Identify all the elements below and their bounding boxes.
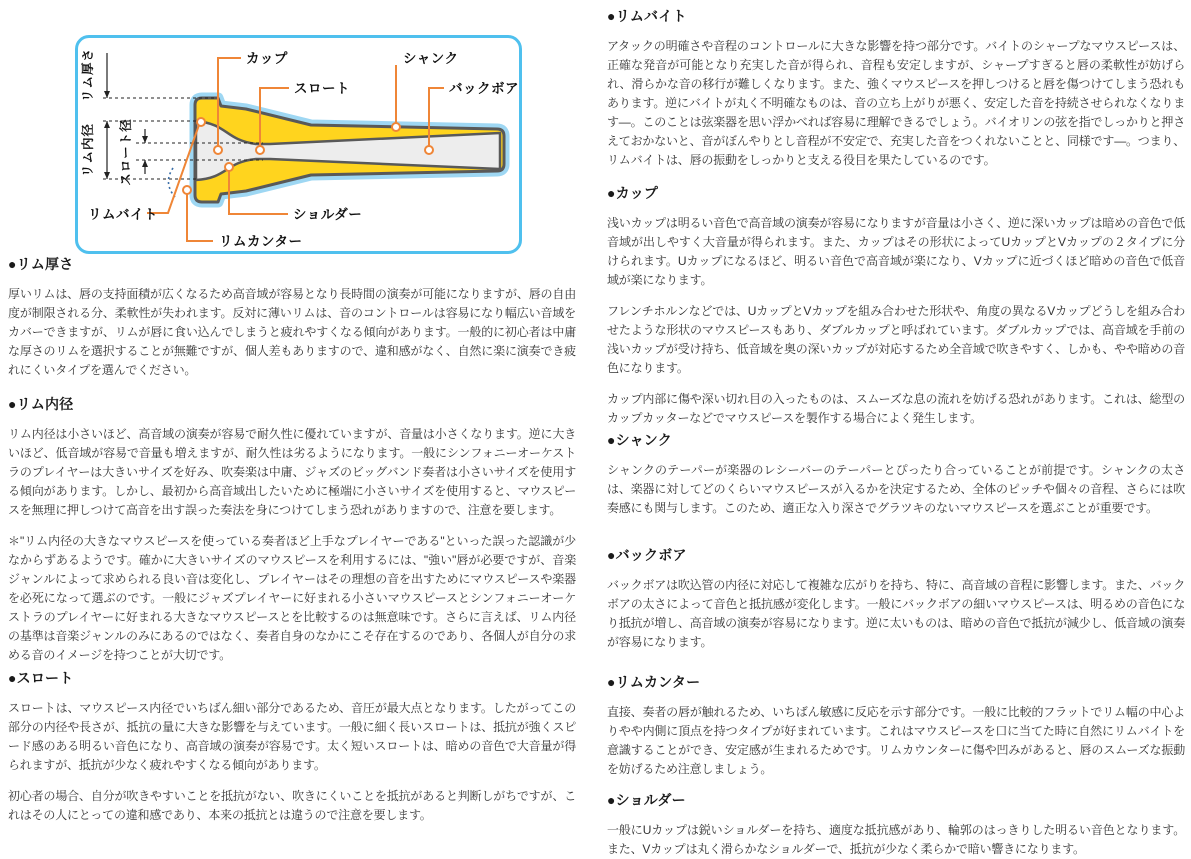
marker-throat xyxy=(256,146,264,154)
label-shank: シャンク xyxy=(403,51,459,66)
section-cup xyxy=(607,183,1185,428)
section-paragraph: リム内径は小さいほど、高音域の演奏が容易で耐久性に優れていますが、音量は小さくなります。逆に大きいほど、低音域が容易で音量も増えますが、耐久性は劣るようになります。一般にシンフォニーオーケストラのプレイヤーは大きいサイズを好み、吹奏楽は中庸、ジャズのビッグバンド奏者は小さいサイズを使用する傾向があります。しかし、最初から高音域出したいために極端に小さいサイズを使用すると、マウスピースを無理に押しつけて高音を出す誤った奏法を身につけてしまう恐れがありますので、注意を要します。 xyxy=(8,427,576,517)
dim-throat-diameter xyxy=(118,118,148,186)
section-paragraph: カップ内部に傷や深い切れ目の入ったものは、スムーズな息の流れを妨げる恐れがあります。これは、総型のカップカッターなどでマウスピースを製作する場合によく発生します。 xyxy=(607,392,1185,425)
marker-backbore xyxy=(425,146,433,154)
label-rim-contour: リムカンター xyxy=(219,234,303,249)
rim-contour-arc xyxy=(168,168,175,197)
marker-cup xyxy=(214,146,222,154)
mouthpiece-diagram xyxy=(78,38,519,251)
section-heading: ●バックボア xyxy=(607,547,687,563)
section-rim-contour xyxy=(607,672,1185,779)
label-rim-inner-diameter: リム内径 xyxy=(81,122,95,178)
marker-rim-contour xyxy=(183,186,191,194)
label-rim-bite: リムバイト xyxy=(88,207,158,222)
section-rim-bite xyxy=(607,6,1185,170)
label-backbore: バックボア xyxy=(449,81,519,96)
section-paragraph: 初心者の場合、自分が吹きやすいことを抵抗がない、吹きにくいことを抵抗があると判断しがちですが、これはその人にとっての違和感であり、本来の抵抗とは違うので注意を要します。 xyxy=(8,789,576,822)
section-shank xyxy=(607,430,1185,518)
section-backbore xyxy=(607,545,1185,652)
section-heading: ●ショルダー xyxy=(607,792,686,808)
section-paragraph: バックボアは吹込管の内径に対応して複雑な広がりを持ち、特に、高音域の音程に影響します。また、バックボアの太さによって音色と抵抗感が変化します。一般にバックボアの細いマウスピースは、明るめの音色になり抵抗が増し、高音域の演奏が容易になります。逆に太いものは、暗めの音色で抵抗が減少し、低音域の演奏が容易になります。 xyxy=(607,578,1185,649)
section-throat xyxy=(8,668,576,825)
section-shoulder xyxy=(607,790,1185,859)
section-paragraph: アタックの明確さや音程のコントロールに大きな影響を持つ部分です。バイトのシャープなマウスピースは、正確な発音が可能となり充実した音が得られ、音程も安定しますが、シャープすぎると唇の柔軟性が妨げられ、滑らかな音の移行が難しくなります。また、強くマウスピースを押しつけると唇を傷つけてしまう恐れもあります。逆にバイトが丸く不明確なものは、音の立ち上がりが悪く、安定した音を持続させられなくなります―。このことは弦楽器を思い浮かべれば容易に理解できるでしょう。バイオリンの弦を指でしっかりと押さえておかないと、音がぼんやりとし音程が不安定で、充実した音をつくれないことと、同様です―。つまり、リムバイトは、唇の振動をしっかりと支える役目を果たしているのです。 xyxy=(607,39,1185,167)
section-rim-thickness xyxy=(8,254,576,380)
section-paragraph: 一般にUカップは鋭いショルダーを持ち、適度な抵抗感があり、輪郭のはっきりした明るい音色となります。また、Vカップは丸く滑らかなショルダーで、抵抗が少なく柔らかで暗い響きになります。 xyxy=(607,823,1185,856)
section-paragraph: 浅いカップは明るい音色で高音域の演奏が容易になりますが音量は小さく、逆に深いカップは暗めの音色で低音域が出しやすく大音量が得られます。また、カップはその形状によってUカップとVカップの２タイプに分けられます。Uカップになるほど、明るい音色で高音域が楽になり、Vカップに近づくほど暗めの音色で低音域が楽になります。 xyxy=(607,216,1185,287)
marker-rim-bite xyxy=(197,118,205,126)
section-paragraph: ＊"リム内径の大きなマウスピースを使っている奏者ほど上手なプレイヤーである"といった誤った認識が少なからずあるようです。確かに大きいサイズのマウスピースを利用するには、"強い"唇が必要ですが、音楽ジャンルによって求められる良い音は変化し、プレイヤーはその理想の音を出すためにマウスピースや楽器を必死になって選ぶのです。一般にジャズプレイヤーに好まれる小さいマウスピースとシンフォニーオーケストラのプレイヤーに好まれる大きなマウスピースとを比較するのは無意味です。さらに言えば、リム内径の基準は音楽ジャンルのみにあるのではなく、奏者自身のなかにこそ存在するのであり、各個人が自分の求める音のイメージを持つことが大切です。 xyxy=(8,534,576,662)
section-paragraph: フレンチホルンなどでは、UカップとVカップを組み合わせた形状や、角度の異なるVカップどうしを組み合わせたような形状のマウスピースもあり、ダブルカップと呼ばれています。ダブルカップでは、高音域を手前の浅いカップが受け持ち、低音域を奥の深いカップが対応するため全音域で吹きやすく、しかも、やや暗めの音色になります。 xyxy=(607,304,1185,375)
dim-rim-inner-diameter xyxy=(80,121,110,179)
label-rim-thickness: リム厚さ xyxy=(81,47,95,103)
marker-shoulder xyxy=(225,163,233,171)
section-heading: ●リムバイト xyxy=(607,8,687,24)
mouthpiece-diagram-box xyxy=(75,35,522,254)
section-heading: ●スロート xyxy=(8,670,74,686)
section-paragraph: シャンクのテーパーが楽器のレシーバーのテーパーとぴったり合っていることが前提です。シャンクの太さは、楽器に対してどのくらいマウスピースが入るかを決定するため、全体のピッチや個々の音程、さらには吹奏感にも関与します。このため、適正な入り深さでグラツキのないマウスピースを選ぶことが重要です。 xyxy=(607,463,1185,515)
label-throat-diameter: スロート径 xyxy=(119,118,133,186)
label-cup: カップ xyxy=(246,51,288,66)
section-heading: ●シャンク xyxy=(607,432,672,448)
section-heading: ●リムカンター xyxy=(607,674,701,690)
section-heading: ●リム厚さ xyxy=(8,256,74,272)
dim-rim-thickness xyxy=(80,48,110,102)
section-paragraph: 直接、奏者の唇が触れるため、いちばん敏感に反応を示す部分です。一般に比較的フラットでリム幅の中心よりやや内側に頂点を持つタイプが好まれています。これはマウスピースを口に当てた時に自然にリムバイトを意識することができ、安定感が生まれるためです。リムカウンターに傷や凹みがあると、唇のスムーズな振動を妨げるため注意しましょう。 xyxy=(607,705,1185,776)
label-shoulder: ショルダー xyxy=(293,207,363,222)
section-rim-inner-diameter xyxy=(8,394,576,665)
label-throat: スロート xyxy=(294,81,350,96)
section-paragraph: スロートは、マウスピース内径でいちばん細い部分であるため、音圧が最大点となります。したがってこの部分の内径や長さが、抵抗の量に大きな影響を与えています。一般に細く長いスロートは、抵抗が強くスピード感のある明るい音色になり、高音域の演奏が容易です。太く短いスロートは、暗めの音色で大音量が得られますが、抵抗が少なく疲れやすくなる傾向があります。 xyxy=(8,701,576,772)
section-heading: ●リム内径 xyxy=(8,396,74,412)
section-heading: ●カップ xyxy=(607,185,659,201)
marker-shank xyxy=(392,123,400,131)
section-paragraph: 厚いリムは、唇の支持面積が広くなるため高音域が容易となり長時間の演奏が可能になりますが、唇の自由度が制限される分、柔軟性が失われます。反対に薄いリムは、音のコントロールは容易になり幅広い音域をカバーできますが、リムが唇に食い込んでしまうと疲れやすくなる傾向があります。一般的に初心者は中庸な厚さのリムを選択することが無難ですが、個人差もありますので、違和感がなく、自然に楽に演奏でき疲れにくいタイプを選んでください。 xyxy=(8,287,576,377)
